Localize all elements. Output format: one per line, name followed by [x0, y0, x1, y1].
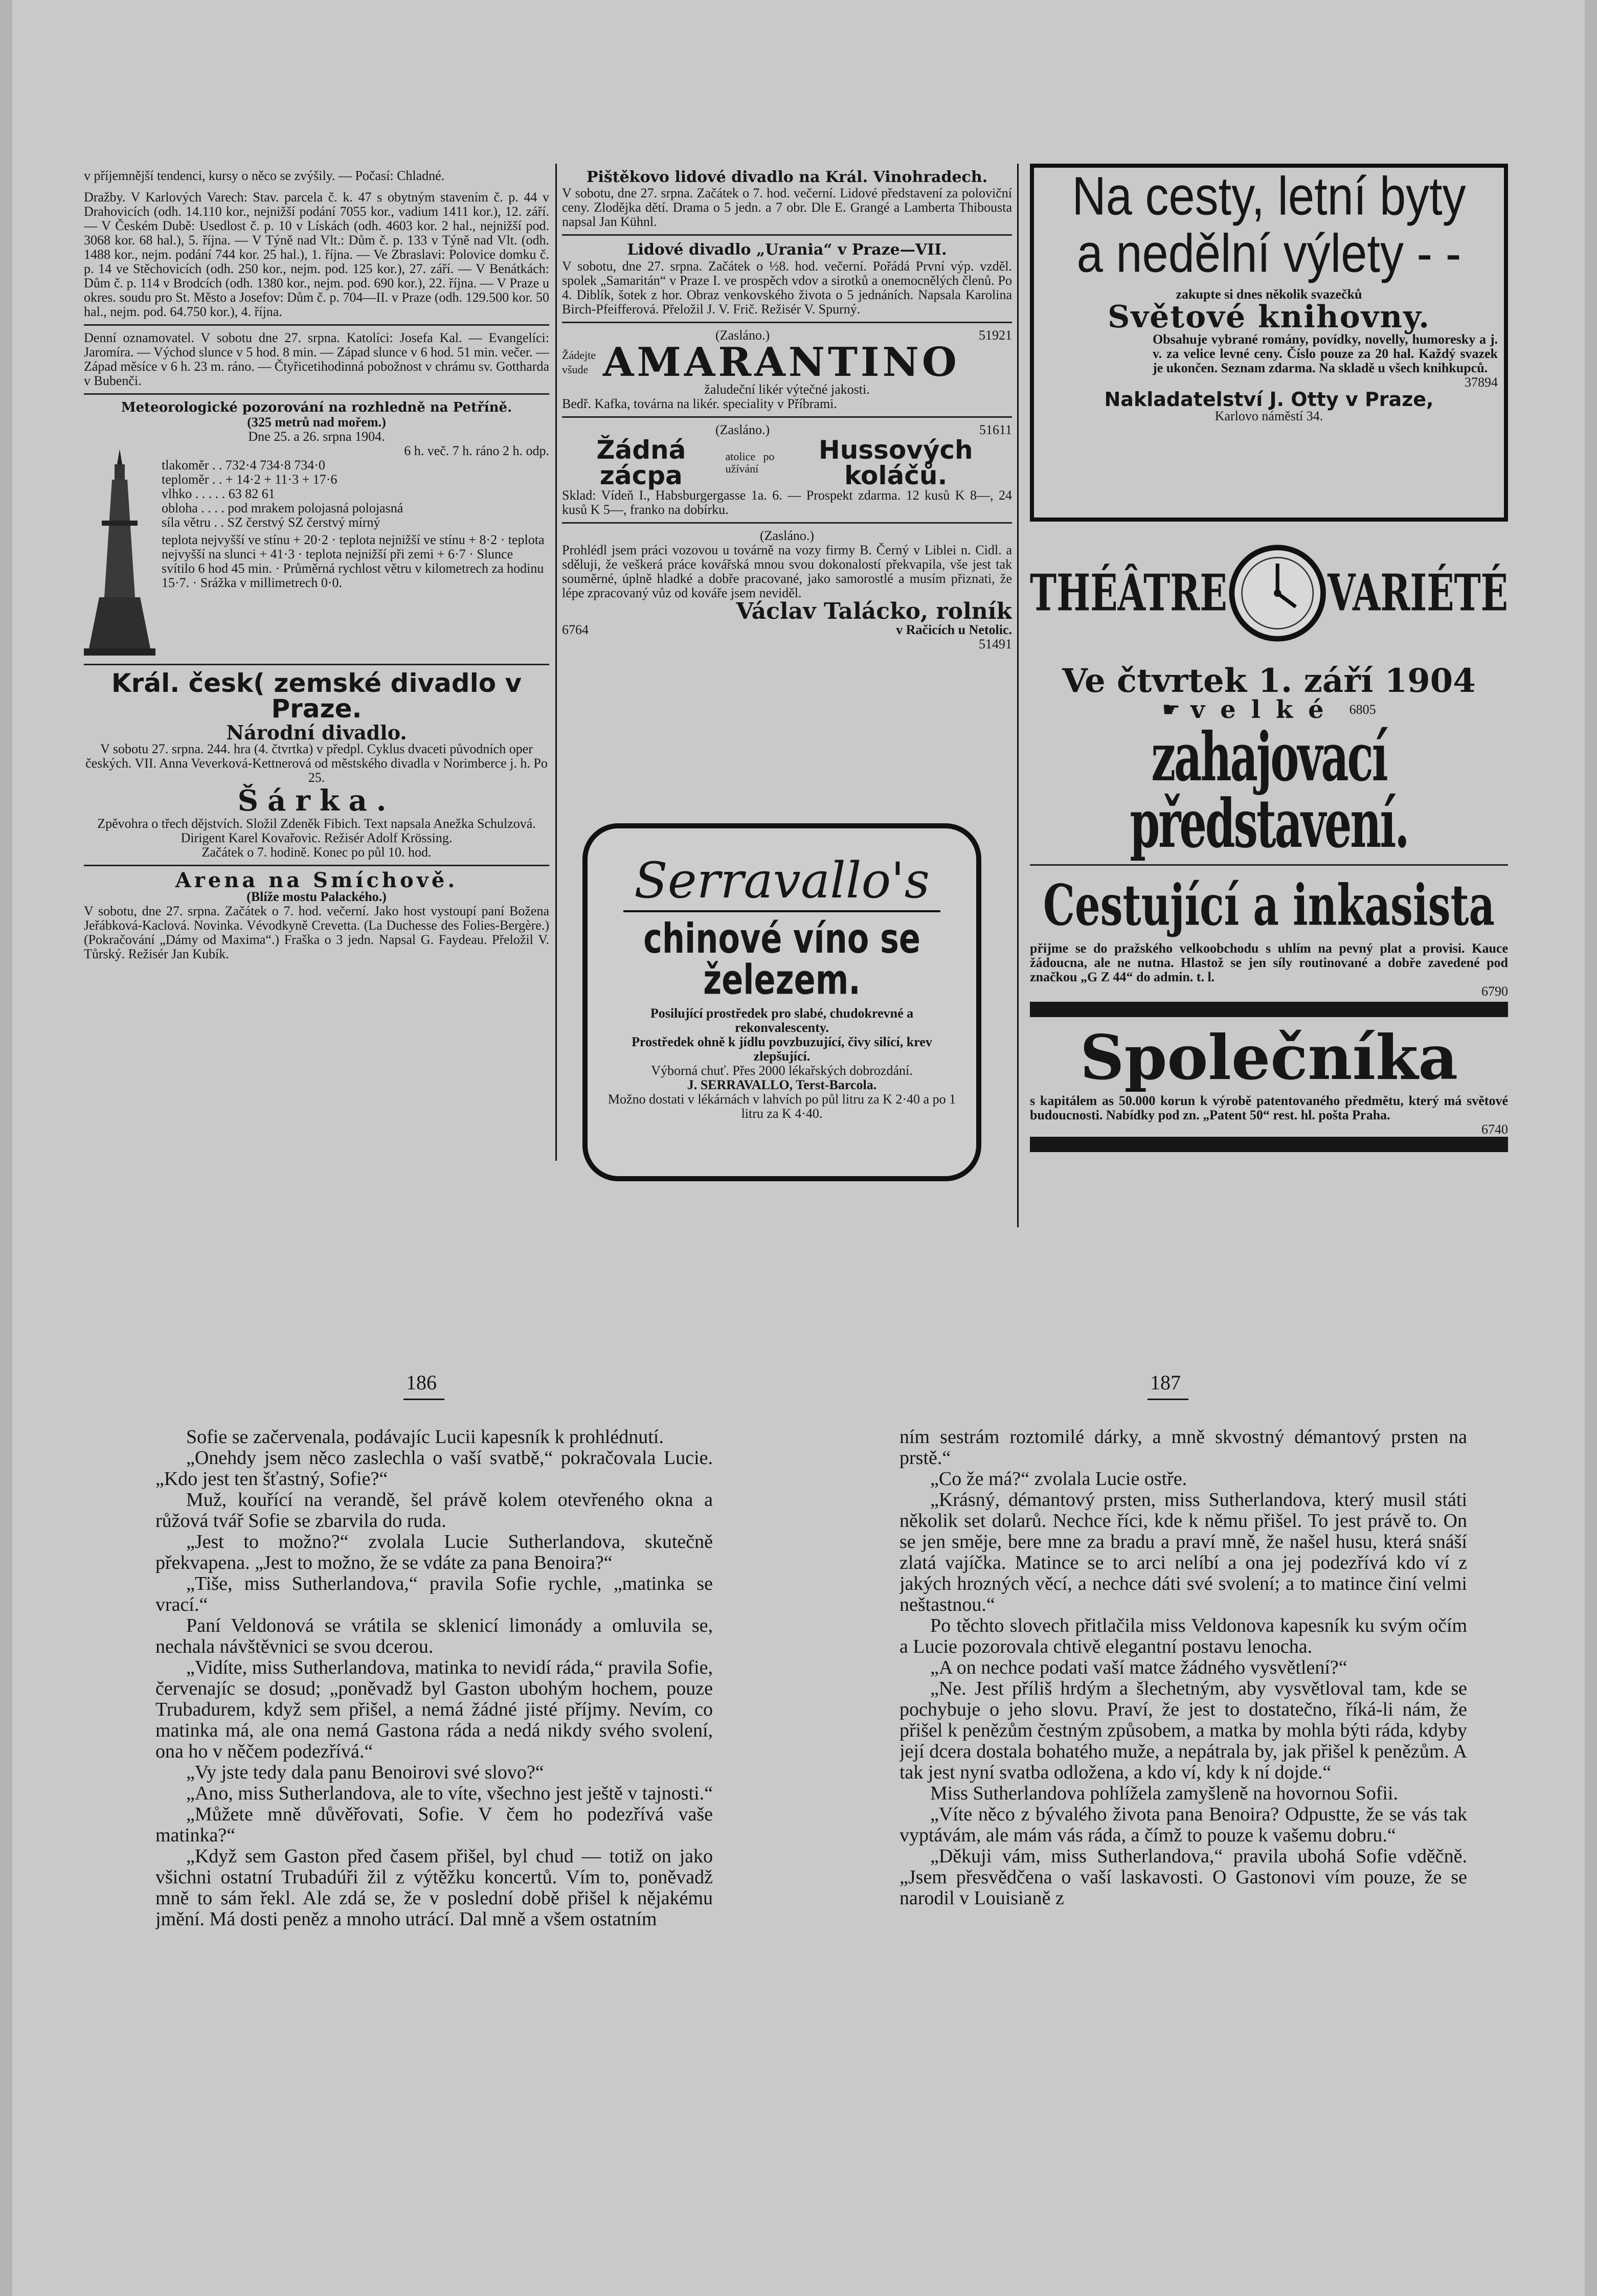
constipation-mid: atolice po užívání — [725, 450, 775, 475]
sent-label: (Zasláno.) — [715, 328, 770, 343]
vinohrady-theatre-text: V sobotu, dne 27. srpna. Začátek o 7. hod. večerní. Lidové představení za poloviční ceny. Zlodějka dětí. Drama o 5 jedn. a 7 obr. Dle E. Grangé a Lamberta Thiboustа napsal Jan Kühnl. — [562, 186, 1012, 229]
world-library-ad — [1030, 164, 1508, 522]
otty-publisher: Nakladatelství J. Otty v Praze, — [1104, 388, 1434, 411]
thursday-date: Ve čtvrtek 1. září 1904 — [1062, 662, 1476, 700]
divider — [84, 393, 549, 395]
talacko-text: Prohlédl jsem práci vozovou u továrně na vozy firmy B. Černý v Liblei n. Cidl. a sděluji, že veškerá práce kovářská mnou svou dokonalostí překvapila, vše jest tak souměrné, úplně hladké a dobře pracované, jako samorostlé a musím přiznati, že lépe zpracovaný vůz od kováře jsem neviděl. — [562, 543, 1012, 600]
paragraph: Paní Veldonová se vrátila se sklenicí limonády a omluvila se, nechala návštěvnici se svou dcerou. — [155, 1615, 713, 1657]
ad-number: 51921 — [979, 328, 1012, 343]
ad-number: 6805 — [1349, 702, 1376, 717]
left-column — [84, 169, 549, 1232]
paragraph: „Vidíte, miss Sutherlandova, matinka to nevidí ráda,“ pravila Sofie, červenajíc se dosud; „poněvadž byl Gaston ubohým hochem, pouze Trubadurem, když sem přišel, a nemá žádné jisté příjmy. Nevím, co matinka má, ale ona nemá Gastona ráda a nedá nikdy svého svolení, ona ho v něčem podezřívá.“ — [155, 1657, 713, 1762]
paragraph: „Jest to možno?“ zvolala Lucie Sutherlandova, skutečně překvapena. „Jest to možno, že se vdáte za pana Benoira?“ — [155, 1531, 713, 1573]
meteo-row: síla větru . . SZ čerstvý SZ čerstvý mírný — [162, 515, 380, 530]
auctions-text: Dražby. V Karlových Varech: Stav. parcela č. k. 47 s obytným stavením č. p. 44 v Drahovicích (odh. 14.110 kor., nejnižší podání 7055 kor., vadium 1411 kor.), 12. září. — V Českém Dubě: Usedlost č. p. 10 v Lískách (odh. 4603 kor. 2 hal., nejnižší pod. 3068 kor. 68 hal.), 5. října. — V Týně nad Vlt.: Dům č. p. 133 v Týně nad Vlt. (odh. 1488 kor., nejm. podání 744 kor. 25 hal.), 1. října. — Ve Zbraslavi: Polovice domku č. p. 14 ve Stěchovicích (odh. 250 kor., nejm. pod. 125 kor.), 27. září. — V Benátkách: Dům č. p. 114 v Brodcích (odh. 1380 kor., nejm. pod. 690 kor.), 22. října. — V Praze u okres. soudu pro St. Město a Josefov: Dům č. p. 704—II. v Praze (odh. 129.500 kor. 50 hal., nejm. pod. 64.750 kor.), 4. října. — [84, 190, 549, 319]
divider — [1030, 864, 1508, 866]
vinohrady-theatre-title: Pištěkovo lidové divadlo na Král. Vinohradech. — [586, 169, 988, 186]
ad-number: 51491 — [979, 637, 1012, 651]
meteo-date: Dne 25. a 26. srpna 1904. — [248, 429, 385, 444]
talacko-name: Václav Taláсko, rolník — [736, 598, 1012, 624]
serravallo-text-4: Možno dostati v lékárnách v lahvích po půl litru za K 2·40 a po 1 litru za K 4·40. — [608, 1091, 956, 1121]
paragraph: „Onehdy jsem něco zaslechla o vaší svatbě,“ pokračovala Lucie. „Kdo jest ten šťastný, Sofie?“ — [155, 1447, 713, 1490]
national-theatre-text: V sobotu 27. srpna. 244. hra (4. čtvrtka) v předpl. Cyklus dvaceti původních oper českých. VII. Anna Veverková-Kettnerová od městského divadla v Norimberce j. h. Po 25. — [85, 741, 548, 785]
black-bar — [1030, 1137, 1508, 1152]
meteo-row: teploměr . . + 14·2 + 11·3 + 17·6 — [162, 472, 338, 487]
paragraph: „Krásný, démantový prsten, miss Sutherlandova, který musil státi několik set dolarů. Nechce říci, kde k němu přišel. To jest právě to. On se jen směje, bere mne za bradu a praví mně, že našel husu, která snáší zlatá vajíčka. Matince se to arci nelíbí a ona jej podezřívá kdo ví z jakých hrozných věcí, a nechce dáti své svolení; a to matince činí velmi neštastnou.“ — [899, 1489, 1467, 1615]
constipation-headline: Žádná zácpa — [596, 435, 686, 490]
urania-text: V sobotu, dne 27. srpna. Začátek o ½8. hod. večerní. Pořádá První výp. vzděl. spolek „Samaritán“ v Praze I. ve prospěch vdov a sirotků a onemocnělých členů. Po 4. Diblík, šotek z hor. Obraz venkovského života o 5 jednáních. Napsala Karolina Birch-Pfeifferová. Přeložil J. V. Frič. Režisér V. Spurný. — [562, 259, 1012, 317]
serravallo-ad — [582, 823, 981, 1181]
ad-number: 6740 — [1481, 1122, 1508, 1137]
book-page-left — [155, 1427, 713, 2194]
arena-subtitle: (Blíže mostu Palackého.) — [246, 889, 387, 904]
amarantino-text: žaludeční likér výtečné jakosti. — [704, 382, 870, 397]
traveller-title: Cestující a inkasista — [1043, 873, 1495, 938]
paragraph: „A on nechce podati vaší matce žádného vysvětlení?“ — [930, 1657, 1347, 1678]
divider — [562, 322, 1012, 323]
page-number-underline — [403, 1399, 444, 1400]
newspaper-page — [12, 0, 1585, 2296]
urania-title: Lidové divadlo „Urania“ v Praze—VII. — [627, 241, 947, 259]
hand-pointer-icon: ☛ — [1162, 698, 1181, 722]
sent-label: (Zasláno.) — [759, 528, 815, 543]
hus-cakes-text: Sklad: Vídeň I., Habsburgergasse 1a. 6. — Prospekt zdarma. 12 kusů K 8—, 24 kusů K 5—, franko na dobírku. — [562, 488, 1012, 517]
talacko-place: v Račicích u Netolic. — [896, 622, 1012, 637]
meteo-row: tlakoměr . . 732·4 734·8 734·0 — [162, 458, 325, 472]
cesty-headline-1: Na cesty, letní byty — [1072, 166, 1466, 227]
meteo-row: vlhko . . . . . 63 82 61 — [162, 486, 275, 501]
variete-label: VARIÉTÉ — [1328, 563, 1508, 623]
sarka-title: Šárka. — [237, 784, 396, 818]
page-number-186: 186 — [406, 1371, 437, 1394]
traveller-text: přijme se do pražského velkoobchodu s uhlím na pevný plat a provisi. Kauce žádoucna, ale ne nutna. Hlastož se jen síly routinované a dobře zavedené pod značkou „G Z 44“ do admin. t. l. — [1030, 941, 1508, 984]
paragraph: „Co že má?“ zvolala Lucie ostře. — [930, 1468, 1187, 1490]
ad-number: 6764 — [562, 622, 589, 637]
world-library-text: Obsahuje vybrané romány, povídky, novelly, humoresky a j. v. za velice levné ceny. Číslo pouze za 20 hal. Každý svazek je ukončen. Seznam zdarma. Na skladě u všech knihkupců. — [1153, 332, 1498, 375]
serravallo-title: chinové víno se železem. — [643, 914, 920, 1004]
meteo-title: Meteorologické pozorování na rozhledně na Petříně. — [121, 400, 512, 415]
divider — [562, 522, 1012, 524]
partner-text: s kapitálem as 50.000 korun k výrobě patentovaného předmětu, který má světové budoucnosti. Nabídky pod zn. „Patent 50“ rest. hl. pošta Praha. — [1030, 1093, 1508, 1122]
partner-title: Společníka — [1079, 1022, 1458, 1094]
national-theatre-subtitle: Národní divadlo. — [226, 721, 407, 744]
clock-icon — [1227, 537, 1328, 649]
paragraph: „Tiše, miss Sutherlandova,“ pravila Sofie rychle, „matinka se vrací.“ — [155, 1573, 713, 1615]
meteo-row: obloha . . . . pod mrakem polojasná polojasná — [162, 501, 403, 515]
page-number-187: 187 — [1150, 1371, 1181, 1394]
cesty-small: zakupte si dnes několik svazečků — [1176, 287, 1362, 302]
arena-text: V sobotu, dne 27. srpna. Začátek o 7. hod. večerní. Jako host vystoupí paní Božena Jeřábková-Kaclová. Novinka. Vévodkyně Crevetta. (La Duchesse des Folies-Bergère.) (Pokračování „Dámy od Maxima“.) Fraška o 3 jedn. Napsal G. Faydeau. Přeložil V. Tůrský. Režisér Jan Kubík. — [84, 904, 549, 961]
paragraph: ním sestrám roztomilé dárky, a mně skvostný démantový prsten na prstě.“ — [899, 1427, 1467, 1469]
sarka-times: Začátek o 7. hodině. Konec po půl 10. hod. — [201, 845, 432, 860]
meteo-subtitle: (325 metrů nad mořem.) — [247, 415, 386, 430]
divider — [562, 234, 1012, 236]
opening-performance: zahajovací představení. — [1130, 717, 1408, 863]
arena-title: Arena na Smíchově. — [175, 868, 458, 892]
cesty-headline-2: a nedělní výlety - - — [1076, 223, 1461, 284]
hus-cakes-brand: Hussových koláčů. — [818, 435, 973, 490]
column-divider — [1017, 164, 1019, 1227]
paragraph: „Ne. Jest příliš hrdým a šlechetným, aby vysvětloval tam, kde se pochybuje o jeho slovu. Praví, že jest to dostatečno, říká-li nám, že přišel k penězům čestným způsobem, a matka by mohla býti ráda, kdyby její dcera dostala bohatého muže, a nepátrala by, jak přišel k penězům. A tak jest nyní svatba odložena, a kdo ví, kdy k ní dojde.“ — [899, 1678, 1467, 1783]
serravallo-maker: J. SERRAVALLO, Terst-Barcola. — [687, 1077, 877, 1092]
national-theatre-title: Král. česk( zemské divadlo v Praze. — [111, 668, 522, 724]
paragraph: „Můžete mně důvěřovati, Sofie. V čem ho podezřívá vaše matinka?“ — [155, 1804, 713, 1846]
book-page-right — [899, 1427, 1467, 2194]
otty-address: Karlovo náměstí 34. — [1214, 409, 1323, 423]
sent-label: (Zasláno.) — [715, 422, 770, 437]
column-divider — [555, 164, 557, 1161]
right-column — [1030, 164, 1508, 1237]
middle-column — [562, 169, 1012, 1232]
black-bar — [1030, 1002, 1508, 1017]
velke-label: velké — [1190, 695, 1339, 724]
amarantino-prefix: Žádejte všude — [562, 349, 596, 376]
paragraph: Muž, kouřící na verandě, šel právě kolem otevřeného okna a růžová tvář Sofie se zbarvila do ruda. — [155, 1489, 713, 1532]
divider — [84, 664, 549, 665]
paragraph: „Vy jste tedy dala panu Benoirovi své slovo?“ — [186, 1762, 544, 1783]
paragraph: Miss Sutherlandova pohlížela zamyšleně na hovornou Sofii. — [930, 1783, 1398, 1804]
ad-number: 37894 — [1465, 375, 1498, 390]
paragraph: Sofie se začervenala, podávajíc Lucii kapesník k prohlédnutí. — [186, 1427, 664, 1448]
paragraph: Po těchto slovech přitlačila miss Veldonova kapesník ku svým očím a Lucie pozorovala chtivě elegantní postavu lenocha. — [899, 1615, 1467, 1657]
divider — [84, 865, 549, 866]
sarka-text: Zpěvohra o třech dějstvích. Složil Zdeněk Fibich. Text napsala Anežka Schulzová. Dirigent Karel Kovařovic. Režisér Adolf Krössing. — [97, 816, 536, 845]
serravallo-text-3: Výborná chuť. Přes 2000 lékařských dobrozdání. — [651, 1063, 913, 1078]
amarantino-brand: AMARANTINO — [603, 339, 960, 386]
serravallo-text-1: Posilující prostředek pro slabé, chudokrevné a rekonvalescenty. — [650, 1005, 914, 1035]
meteo-block — [84, 444, 549, 659]
meteo-extra: teplota nejvyšší ve stínu + 20·2 · teplota nejnižší ve stínu + 8·2 · teplota nejvyšší na slunci + 41·3 · teplota nejnižší při zemi + 6·7 · Slunce svítilo 6 hod 45 min. · Průměrná rychlost větru v kilometrech za hodinu 15·7. · Srážka v millimetrech 0·0. — [162, 532, 545, 590]
page-number-underline — [1148, 1399, 1188, 1400]
paragraph: „Když sem Gaston před časem přišel, byl chud — totiž on jako všichni ostatní Trubadúři žil z výtěžku koncertů. Vím to, poněvadž mně to sám řekl. Ale zdá se, že v poslední době přišel k nějakému jmění. Má dosti peněz a mnoho utrácí. Dal mně a všem ostatním — [155, 1845, 713, 1930]
serravallo-logo: Serravallo's — [634, 852, 930, 909]
petrin-tower-icon — [84, 444, 155, 659]
meteo-header: 6 h. več. 7 h. ráno 2 h. odp. — [404, 443, 549, 458]
paragraph: „Děkuji vám, miss Sutherlandova,“ pravila ubohá Sofie vděčně. „Jsem přesvědčena o vaší laskavosti. O Gastonovi vím pouze, že se narodil v Louisianě z — [899, 1845, 1467, 1909]
ad-number: 51611 — [979, 422, 1012, 437]
serravallo-text-2: Prostředek ohně k jídlu povzbuzující, čivy silící, krev zlepšující. — [632, 1034, 932, 1064]
divider — [562, 416, 1012, 418]
daily-announcer: Denní oznamovatel. V sobotu dne 27. srpna. Katolíci: Josefa Kal. — Evangelíci: Jaromíra. — Východ slunce v 5 hod. 8 min. — Západ slunce v 6 hod. 51 min. večer. — Západ měsíce v 6 h. 23 m. ráno. — Čtyřicetihodinná pobožnost v chrámu sv. Gottharda v Bubenči. — [84, 330, 549, 388]
theatre-label: THÉÂTRE — [1030, 563, 1227, 623]
theatre-variete-banner — [1030, 537, 1508, 649]
amarantino-maker: Bedř. Kafka, továrna na likér. specialitу v Příbrami. — [562, 396, 837, 411]
paragraph: „Víte něco z bývalého života pana Benoira? Odpustte, že se vás tak vyptávám, ale mám vás ráda, a čímž to pouze k vašemu dobru.“ — [899, 1804, 1467, 1846]
world-library-title: Světové knihovny. — [1107, 299, 1430, 335]
ad-number: 6790 — [1481, 984, 1508, 999]
paragraph: „Ano, miss Sutherlandova, ale to víte, všechno jest ještě v tajnosti.“ — [186, 1783, 713, 1804]
divider — [84, 324, 549, 326]
market-intro: v příjemnější tendenci, kursy o něco se zvýšily. — Počasí: Chladné. — [84, 169, 445, 183]
